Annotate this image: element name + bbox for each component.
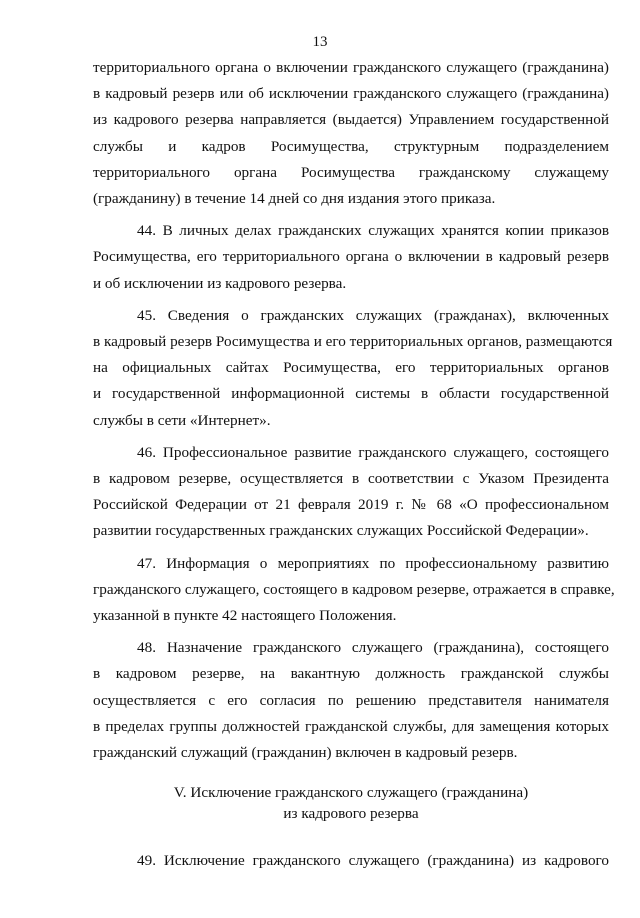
text-line: и государственной информационной системы в области государственной [93,385,609,403]
heading-line: из кадрового резерва [283,805,419,823]
text-line: службы в сети «Интернет». [93,411,271,429]
text-line: на официальных сайтах Росимущества, его территориальных органов [93,359,609,377]
text-line: 48. Назначение гражданского служащего (гражданина), состоящего [137,639,609,657]
heading-line: V. Исключение гражданского служащего (гражданина) [173,784,529,802]
text-line: из кадрового резерва направляется (выдается) Управлением государственной [93,111,609,129]
page-number: 13 [312,34,328,50]
text-line: 45. Сведения о гражданских служащих (гражданах), включенных [137,306,609,324]
text-line: 44. В личных делах гражданских служащих хранятся копии приказов [137,222,609,240]
text-line: 46. Профессиональное развитие гражданского служащего, состоящего [137,443,609,461]
text-line: в кадровый резерв Росимущества и его территориальных органов, размещаются [93,333,613,351]
paragraph-45 [93,303,613,434]
text-line: осуществляется с его согласия по решению представителя нанимателя [93,691,609,709]
text-line: службы и кадров Росимущества, структурным подразделением [93,137,609,155]
text-line: и об исключении из кадрового резерва. [93,274,347,292]
text-line: территориального органа о включении гражданского служащего (гражданина) [93,59,609,76]
text-line: территориального органа Росимущества гражданскому служащему [93,163,609,181]
text-line: развитии государственных гражданских служащих Российской Федерации». [93,522,589,540]
paragraph-48 [93,635,609,766]
text-line: в кадровом резерве, осуществляется в соответствии с Указом Президента [93,470,609,488]
text-line: указанной в пункте 42 настоящего Положения. [93,607,397,625]
paragraph-47 [93,551,615,630]
text-line: в кадровом резерве, на вакантную должность гражданской службы [93,665,609,683]
text-line: в пределах группы должностей гражданской службы, для замещения которых [93,717,609,735]
text-line: 49. Исключение гражданского служащего (гражданина) из кадрового [137,852,609,870]
text-line: гражданский служащий (гражданин) включен в кадровый резерв. [93,744,518,762]
text-line: Российской Федерации от 21 февраля 2019 г. № 68 «О профессиональном [93,496,609,514]
text-line: в кадровый резерв или об исключении гражданского служащего (гражданина) [93,85,609,103]
paragraph-46 [93,440,609,545]
text-line: 47. Информация о мероприятиях по профессиональному развитию [137,554,609,572]
text-line: гражданского служащего, состоящего в кадровом резерве, отражается в справке, [93,580,615,598]
text-line: (гражданину) в течение 14 дней со дня издания этого приказа. [93,190,496,208]
paragraph-49 [93,848,609,874]
document-body [93,55,615,874]
paragraph-continuation [93,55,609,212]
text-line: Росимущества, его территориального органа о включении в кадровый резерв [93,248,609,266]
section-heading [93,782,609,824]
paragraph-44 [93,218,609,297]
